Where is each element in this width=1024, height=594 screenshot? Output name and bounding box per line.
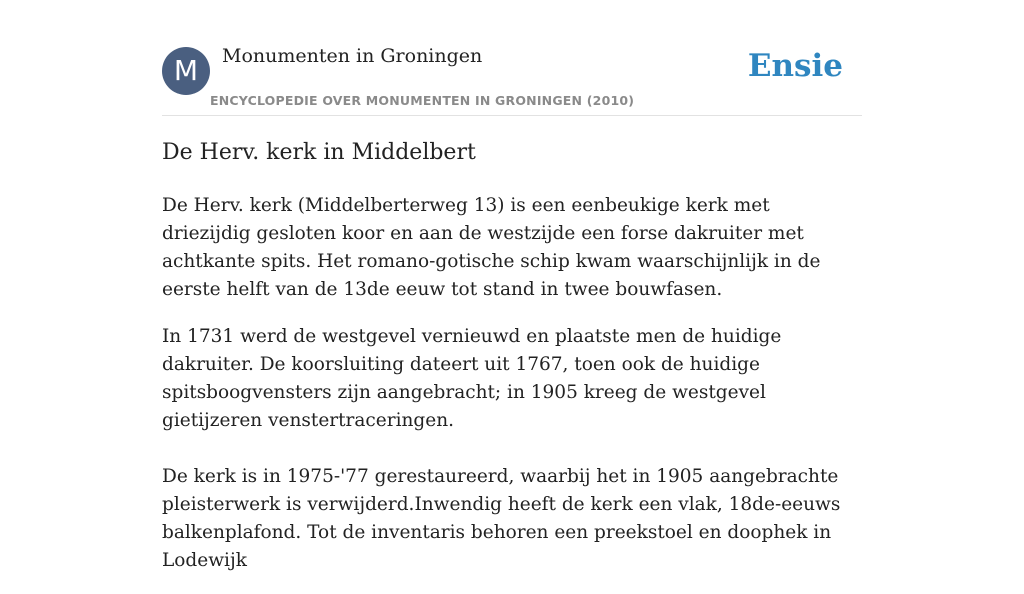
article-body [162,192,862,594]
article-paragraph: De Herv. kerk (Middelberterweg 13) is een eenbeukige kerk met driezijdig gesloten koor en aan de westzijde een forse dakruiter met achtkante spits. Het romano-gotische schip kwam waarschijnlijk in de eerste helft van de 13de eeuw tot stand in twee bouwfasen. [162,195,821,300]
article-paragraph: In 1731 werd de westgevel vernieuwd en plaatste men de huidige dakruiter. De koorsluiting dateert uit 1767, toen ook de huidige spitsboogvensters zijn aangebracht; in 1905 kreeg de westgevel gietijzeren venstertraceringen. De kerk is in 1975-'77 gerestaureerd, waarbij het in 1905 aangebrachte pleisterwerk is verwijderd.Inwendig heeft de kerk een vlak, 18de-eeuws balkenplafond. Tot de inventaris behoren een preekstoel en doophek in Lodewijk [162,326,841,571]
content-container [162,0,862,571]
article-title: De Herv. kerk in Middelbert [162,140,476,165]
avatar[interactable]: M [162,47,210,95]
source-header [162,0,862,116]
source-subtitle: ENCYCLOPEDIE OVER MONUMENTEN IN GRONINGEN (2010) [210,93,635,108]
source-title-link[interactable]: Monumenten in Groningen [222,45,483,67]
ensie-logo[interactable]: Ensie [747,48,843,84]
